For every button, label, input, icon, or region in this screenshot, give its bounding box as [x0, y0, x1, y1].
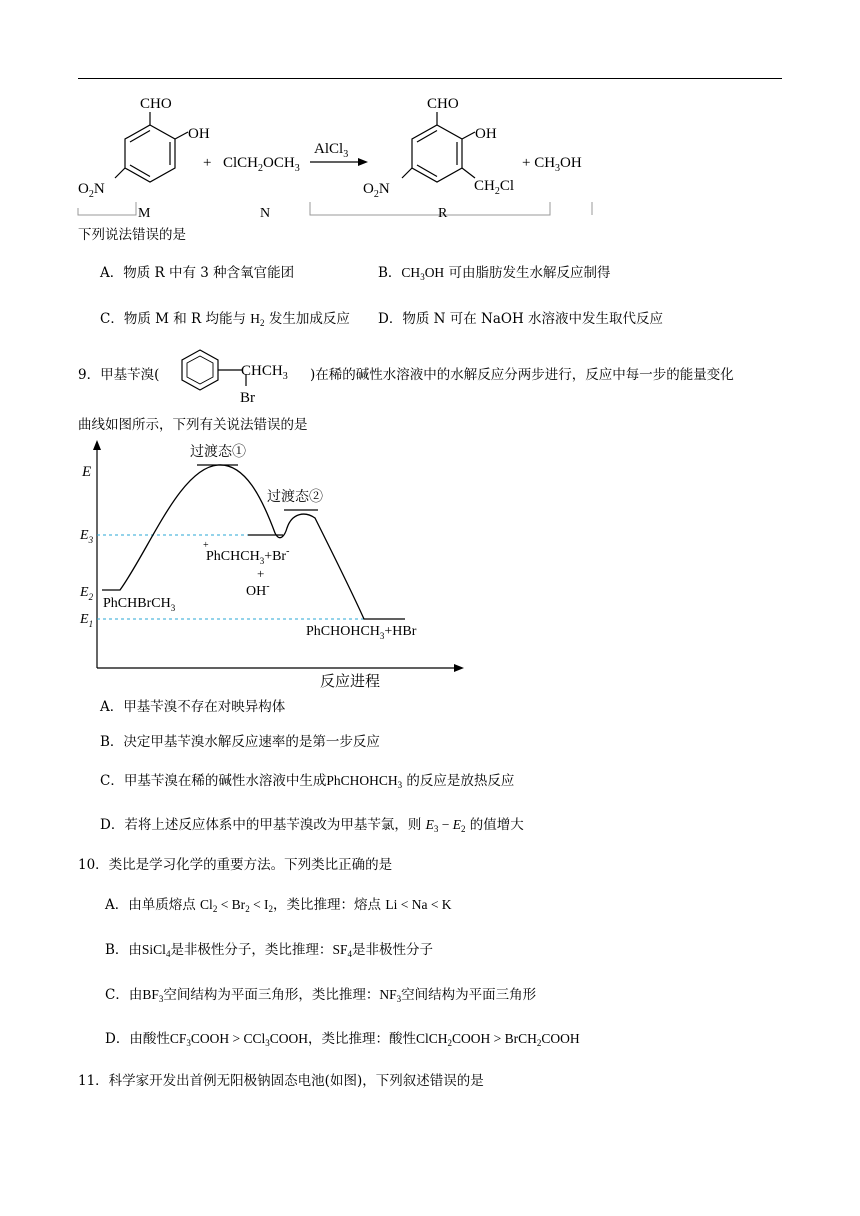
ts2-label: 过渡态② [267, 490, 323, 505]
q10-option-a: A．由单质熔点 $Cl_2 < Br_2 < I_2$，类比推理：熔点 Li < Na < K [105, 897, 452, 914]
intermediate-charge: + [203, 540, 209, 551]
e1-label: $E_1$ [80, 612, 94, 629]
q9-option-b: B．决定甲基苄溴水解反应速率的是第一步反应 [100, 734, 380, 750]
methanol-product: + $CH_3OH$ [522, 155, 582, 174]
label-r: R [438, 206, 448, 221]
q11-stem: 11．科学家开发出首例无阳极钠固态电池(如图)，下列叙述错误的是 [78, 1073, 484, 1089]
q9-option-a: A．甲基苄溴不存在对映异构体 [100, 699, 286, 715]
q9-stem-line2: 曲线如图所示，下列有关说法错误的是 [78, 417, 308, 433]
r-ch2cl: $CH_2Cl$ [474, 178, 515, 197]
e3-label: $E_3$ [80, 528, 94, 545]
q10-option-b: B．由SiCl$_4$是非极性分子，类比推理：$SF_4$是非极性分子 [105, 942, 433, 959]
x-axis-label: 反应进程 [320, 674, 381, 690]
oh-label: OH- [246, 581, 270, 599]
q8-option-d: D．物质 N 可在 NaOH 水溶液中发生取代反应 [378, 311, 664, 327]
svg-text:CHCH3: $CHCH_3$ [241, 363, 288, 382]
header-rule [78, 78, 782, 79]
y-axis-label: E [82, 464, 92, 480]
svg-text:Br: Br [240, 390, 255, 406]
intermediate-label: PhCHCH$_3$+Br- [206, 546, 290, 566]
q9-stem-tail: )在稀的碱性水溶液中的水解反应分两步进行，反应中每一步的能量变化 [310, 367, 734, 383]
methylbenzyl-bromide-structure [168, 344, 310, 406]
q8-option-b: B．$CH_3OH$ 可由脂肪发生水解反应制得 [378, 265, 611, 282]
reaction-scheme [70, 90, 630, 225]
ts1-label: 过渡态① [190, 445, 246, 460]
label-m: M [138, 206, 151, 221]
catalyst-label: AlCl$_3$ [314, 141, 349, 160]
compound-r-structure [402, 112, 475, 182]
q10-stem: 10．类比是学习化学的重要方法。下列类比正确的是 [78, 857, 393, 873]
q8-option-a: A．物质 R 中有 3 种含氧官能团 [100, 265, 295, 281]
q9-option-c: C．甲基苄溴在稀的碱性水溶液中生成PhCHOHCH$_3$ 的反应是放热反应 [100, 773, 515, 790]
m-oh: OH [188, 126, 210, 142]
r-oh: OH [475, 126, 497, 142]
m-o2n: $O_2N$ [78, 181, 105, 200]
oh-plus: + [257, 566, 265, 581]
q10-option-c: C．由$BF_3$空间结构为平面三角形，类比推理：$NF_3$空间结构为平面三角形 [105, 987, 537, 1004]
label-n: N [260, 206, 271, 221]
compound-m-structure [115, 112, 188, 182]
plus-sign-1: + [203, 155, 212, 171]
q10-option-d: D．由酸性$CF_3COOH$ > CCl$_3$COOH，类比推理：酸性ClCH$_2$COOH > BrCH$_2$COOH [105, 1031, 580, 1048]
r-o2n: $O_2N$ [363, 181, 390, 200]
q9-option-d: D．若将上述反应体系中的甲基苄溴改为甲基苄氯，则 $E_3 - E_2$ 的值增大 [100, 817, 524, 834]
e2-label: $E_2$ [80, 585, 94, 602]
compound-n-formula: $ClCH_2OCH_3$ [223, 155, 300, 174]
reactant-label: PhCHBrCH$_3$ [103, 596, 176, 613]
product-label: PhCHOHCH$_3$+HBr [306, 624, 417, 641]
m-cho: CHO [140, 96, 172, 112]
q8-stem: 下列说法错误的是 [78, 227, 186, 243]
label-brackets [78, 202, 592, 215]
r-cho: CHO [427, 96, 459, 112]
q9-number: 9．甲基苄溴( [78, 367, 160, 383]
q8-option-c: C．物质 M 和 R 均能与 $H_2$ 发生加成反应 [100, 311, 350, 328]
energy-profile-diagram [70, 438, 470, 693]
